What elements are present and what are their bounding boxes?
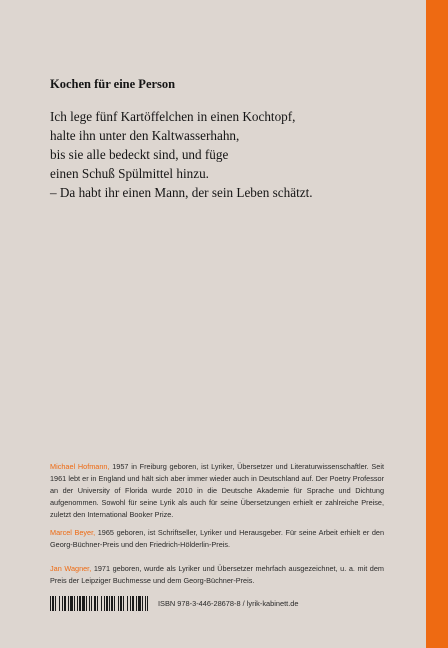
- barcode-bar: [59, 596, 60, 611]
- barcode-bar: [89, 596, 90, 611]
- barcode-bar: [145, 596, 146, 611]
- barcode-bar: [120, 596, 122, 611]
- barcode-bar: [132, 596, 134, 611]
- poem-line: bis sie alle bedeckt sind, und füge: [50, 147, 229, 162]
- bio-text: 1971 geboren, wurde als Lyriker und Übersetzer mehrfach ausgezeichnet, u. a. mit dem Preis der Leipziger Buchmesse und dem Georg-Büchner-Preis.: [50, 564, 384, 585]
- bio-jan-wagner: [50, 563, 384, 587]
- bio-marcel-beyer: [50, 527, 384, 551]
- barcode-bar: [64, 596, 66, 611]
- barcode-bar: [127, 596, 128, 611]
- barcode-bar: [118, 596, 119, 611]
- barcode-bar: [147, 596, 148, 611]
- bio-name: Jan Wagner,: [50, 564, 92, 573]
- bio-michael-hofmann: [50, 461, 384, 521]
- barcode-bar: [104, 596, 105, 611]
- barcode-bar: [136, 596, 137, 611]
- barcode-bar: [62, 596, 63, 611]
- isbn-text: ISBN 978-3-446-28678-8 / lyrik-kabinett.de: [158, 599, 299, 608]
- barcode-bar: [70, 596, 73, 611]
- barcode-bar: [101, 596, 102, 611]
- barcode-bar: [97, 596, 98, 611]
- barcode-bar: [94, 596, 96, 611]
- bio-name: Michael Hofmann,: [50, 462, 110, 471]
- barcode-bar: [109, 596, 110, 611]
- barcode-bar: [130, 596, 131, 611]
- barcode-bar: [91, 596, 92, 611]
- barcode-bar: [79, 596, 81, 611]
- orange-spine-strip: [426, 0, 448, 648]
- bio-text: 1965 geboren, ist Schriftseller, Lyriker und Herausgeber. Für seine Arbeit erhielt er den Georg-Büchner-Preis und den Friedrich-Hölderlin-Preis.: [50, 528, 385, 549]
- barcode-bar: [138, 596, 141, 611]
- barcode-bar: [114, 596, 115, 611]
- barcode-icon: [50, 596, 148, 611]
- barcode-bar: [50, 596, 51, 611]
- bio-name: Marcel Beyer,: [50, 528, 96, 537]
- barcode-bar: [111, 596, 113, 611]
- poem-line: Ich lege fünf Kartöffelchen in einen Kochtopf,: [50, 109, 296, 124]
- barcode-bar: [52, 596, 54, 611]
- poem-line: einen Schuß Spülmittel hinzu.: [50, 166, 209, 181]
- barcode-bar: [82, 596, 85, 611]
- poem-body: [50, 107, 313, 202]
- barcode-bar: [74, 596, 75, 611]
- barcode-bar: [123, 596, 124, 611]
- bio-text: 1957 in Freiburg geboren, ist Lyriker, Übersetzer und Literaturwissenschaftler. Seit 1961 lebt er in England und hält sich aber immer wieder auch in Deutschland auf. Der Poetry Professor an der University of Florida wurde 2010 in die Deutsche Akademie für Sprache und Dichtung aufgenommen. Sowohl für seine Lyrik als auch für seine Übersetzungen erhielt er zahlreiche Preise, zuletzt den International Booker Prize.: [50, 462, 384, 519]
- barcode-bar: [68, 596, 69, 611]
- poem-line: – Da habt ihr einen Mann, der sein Leben schätzt.: [50, 185, 313, 200]
- barcode-bar: [86, 596, 87, 611]
- barcode-bar: [142, 596, 143, 611]
- poem-line: halte ihn unter den Kaltwasserhahn,: [50, 128, 240, 143]
- poem-title: Kochen für eine Person: [50, 77, 176, 91]
- barcode-bar: [77, 596, 78, 611]
- barcode-bar: [106, 596, 108, 611]
- barcode-bar: [55, 596, 56, 611]
